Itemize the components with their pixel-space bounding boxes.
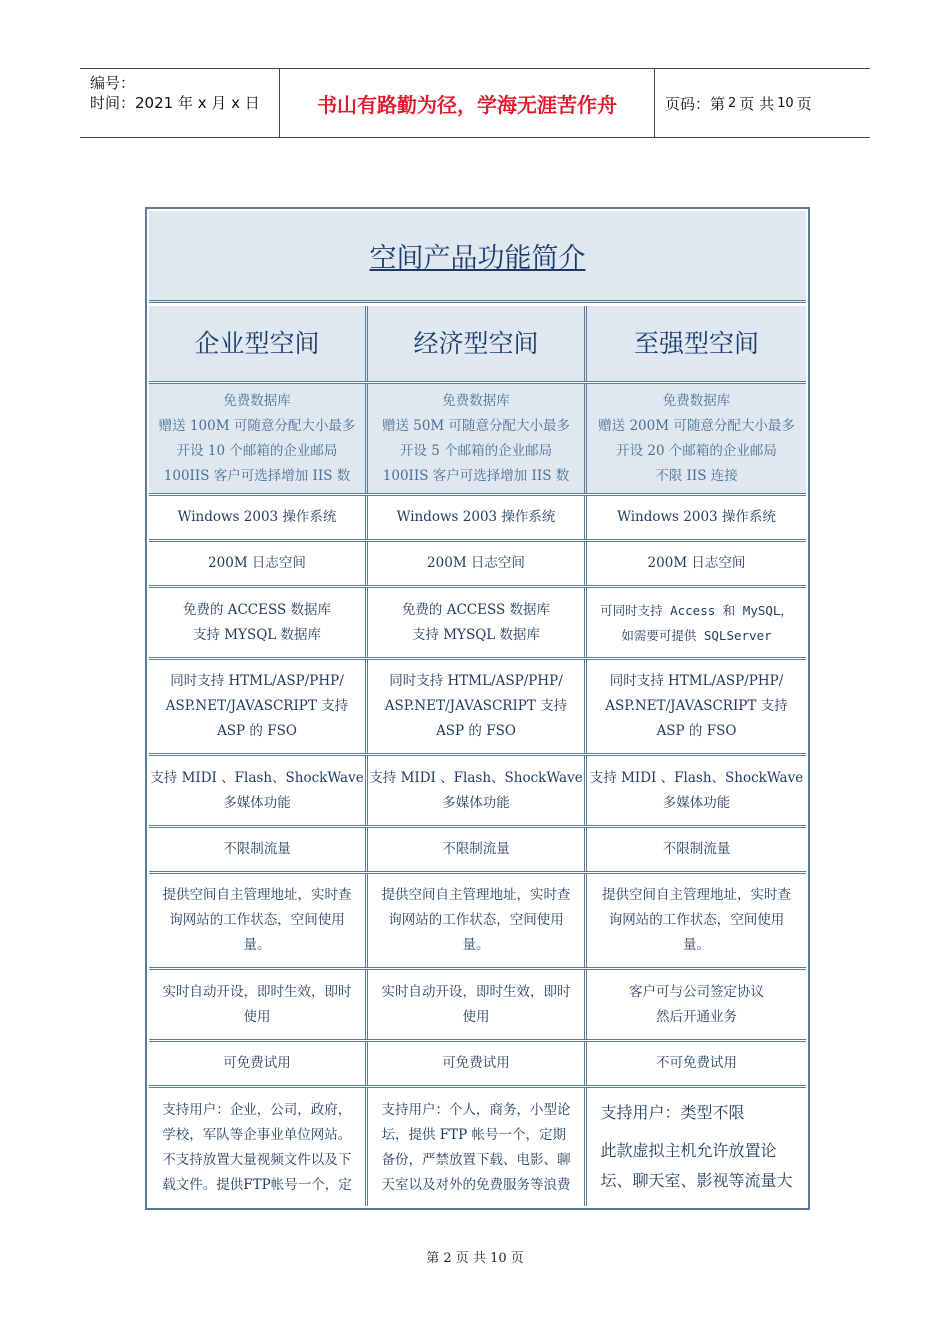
cell-line: 使用 <box>462 1008 490 1025</box>
cell-content <box>178 505 337 530</box>
table-cell <box>368 588 587 657</box>
cell-content <box>162 1098 351 1198</box>
footer-page-total: 10 <box>490 1251 507 1266</box>
cell-line: 不可免费试用 <box>656 1055 737 1071</box>
cell-line: 支持用户：企业，公司，政府， <box>162 1102 352 1118</box>
cell-line: 提供空间自主管理地址，实时查 <box>381 887 571 903</box>
table-cell <box>149 384 368 493</box>
table-cell <box>149 496 368 539</box>
cell-line: 可免费试用 <box>442 1055 510 1071</box>
cell-line: 免费的 ACCESS 数据库 <box>182 601 332 618</box>
table-cell <box>368 384 587 493</box>
table-cell <box>149 542 368 585</box>
cell-line: 坛，提供 FTP 帐号一个，定期 <box>381 1127 567 1143</box>
footer-suffix: 页 <box>510 1251 524 1266</box>
table-cell <box>368 496 587 539</box>
cell-line: 实时自动开设，即时生效，即时 <box>381 983 571 1000</box>
cell-line: 同时支持 HTML/ASP/PHP/ <box>170 673 344 689</box>
cell-line: 询网站的工作状态，空间使用 <box>388 912 564 928</box>
product-table <box>145 207 810 1210</box>
table-cell <box>368 828 587 871</box>
table-cell <box>587 1042 806 1085</box>
cell-line: 赠送 200M 可随意分配大小最多 <box>598 417 795 434</box>
table-cell <box>149 1042 368 1085</box>
page-mid: 页 共 <box>739 94 775 113</box>
page-number: 2 <box>728 95 737 111</box>
cell-content <box>382 883 571 958</box>
table-cell <box>149 660 368 753</box>
table-cell <box>368 756 587 825</box>
cell-line: 免费数据库 <box>223 392 291 409</box>
cell-content <box>166 669 348 744</box>
table-cell <box>149 588 368 657</box>
table-row <box>149 756 806 828</box>
cell-line: 可同时支持 Access 和 MySQL， <box>600 602 793 618</box>
cell-line: 200M 日志空间 <box>208 555 306 571</box>
table-row <box>149 542 806 588</box>
footer-page-number: 2 <box>443 1251 452 1266</box>
cell-line: 不支持放置大量视频文件以及下 <box>162 1152 352 1168</box>
doc-code-label: 编号： <box>90 74 136 92</box>
cell-content <box>159 389 356 489</box>
table-row <box>149 970 806 1042</box>
cell-line: 量。 <box>683 937 710 953</box>
cell-line: Windows 2003 操作系统 <box>177 509 337 525</box>
table-cell <box>368 1042 587 1085</box>
table-cell <box>368 660 587 753</box>
cell-content <box>382 1098 571 1198</box>
cell-line: 开设 20 个邮箱的企业邮局 <box>616 442 777 459</box>
cell-line: 100IIS 客户可选择增加 IIS 数 <box>382 467 570 484</box>
table-row <box>149 1042 806 1088</box>
cell-line: 可免费试用 <box>223 1055 291 1071</box>
cell-line: 开设 10 个邮箱的企业邮局 <box>176 442 338 459</box>
cell-line: 多媒体功能 <box>662 794 731 811</box>
cell-line: ASP 的 FSO <box>436 723 516 739</box>
page-total: 10 <box>777 95 794 111</box>
table-cell <box>149 874 368 967</box>
cell-content <box>223 837 291 862</box>
cell-line: 多媒体功能 <box>442 794 510 811</box>
cell-content <box>600 598 793 648</box>
cell-line: 赠送 100M 可随意分配大小最多 <box>158 417 356 434</box>
table-cell <box>368 1088 587 1206</box>
cell-content <box>656 1051 737 1076</box>
table-cell <box>587 970 806 1039</box>
cell-line: 200M 日志空间 <box>427 555 525 571</box>
cell-line: 天室以及对外的免费服务等浪费 <box>381 1177 571 1193</box>
cell-line: 支持用户：类型不限 <box>600 1103 745 1122</box>
cell-line: 询网站的工作状态，空间使用 <box>608 912 785 928</box>
cell-line: Windows 2003 操作系统 <box>617 509 776 525</box>
cell-content <box>163 883 352 958</box>
cell-line: ASP.NET/JAVASCRIPT 支持 <box>165 698 349 714</box>
cell-content <box>427 551 525 576</box>
page-header <box>80 68 870 138</box>
cell-line: 不限制流量 <box>442 841 510 857</box>
cell-line: 然后开通业务 <box>656 1008 737 1025</box>
table-cell <box>368 874 587 967</box>
table-cell <box>587 496 806 539</box>
cell-line: 不限制流量 <box>662 841 731 857</box>
cell-line: 支持 MIDI 、Flash、ShockWave <box>150 769 364 786</box>
doc-date-label: 时间：2021 年 x 月 x 日 <box>90 94 260 112</box>
cell-line: ASP.NET/JAVASCRIPT 支持 <box>605 698 788 714</box>
cell-line: ASP.NET/JAVASCRIPT 支持 <box>384 698 568 714</box>
cell-content <box>385 669 567 744</box>
cell-content <box>163 980 352 1030</box>
cell-line: 载文件。提供FTP帐号一个，定 <box>162 1177 352 1193</box>
cell-line: 200M 日志空间 <box>647 555 746 571</box>
cell-line: 免费数据库 <box>442 392 510 409</box>
table-row <box>149 874 806 970</box>
cell-line: 此款虚拟主机允许放置论 <box>600 1141 777 1160</box>
table-cell <box>587 660 806 753</box>
cell-line: 量。 <box>462 937 490 953</box>
table-cell <box>587 542 806 585</box>
table-cell <box>587 756 806 825</box>
table-cell <box>149 970 368 1039</box>
footer-prefix: 第 <box>426 1251 440 1266</box>
table-header-row <box>149 306 806 384</box>
cell-line: 使用 <box>243 1008 271 1025</box>
table-cell <box>368 970 587 1039</box>
table-row <box>149 660 806 756</box>
cell-content <box>442 1051 510 1076</box>
header-page-info <box>655 69 870 137</box>
cell-line: 免费数据库 <box>662 392 731 409</box>
cell-content <box>223 1051 291 1076</box>
cell-line: 支持 MIDI 、Flash、ShockWave <box>589 769 804 786</box>
cell-content <box>382 980 571 1030</box>
cell-content <box>382 389 570 489</box>
cell-line: 如需要可提供 SQLServer <box>621 627 772 643</box>
footer-mid: 页 共 <box>455 1251 486 1266</box>
page-prefix: 页码：第 <box>665 94 726 113</box>
table-cell <box>587 874 806 967</box>
cell-content <box>663 837 731 862</box>
cell-line: 赠送 50M 可随意分配大小最多 <box>381 417 571 434</box>
cell-line: 量。 <box>243 937 271 953</box>
cell-line: 询网站的工作状态，空间使用 <box>169 912 345 928</box>
table-cell <box>149 756 368 825</box>
cell-content <box>150 766 363 816</box>
cell-line: 支持 MIDI 、Flash、ShockWave <box>369 769 583 786</box>
cell-content <box>648 551 746 576</box>
cell-content <box>617 505 776 530</box>
cell-line: 多媒体功能 <box>223 794 291 811</box>
cell-content <box>402 598 550 648</box>
table-cell <box>587 1088 806 1206</box>
cell-line: 实时自动开设，即时生效，即时 <box>162 983 352 1000</box>
table-cell <box>149 828 368 871</box>
cell-line: ASP 的 FSO <box>217 723 297 739</box>
page-footer <box>0 1247 950 1266</box>
column-header: 至强型空间 <box>587 306 806 381</box>
cell-line: 学校，军队等企事业单位网站。 <box>162 1127 352 1143</box>
cell-line: 客户可与公司签定协议 <box>629 983 764 1000</box>
cell-content <box>629 980 764 1030</box>
table-cell <box>587 588 806 657</box>
column-header: 企业型空间 <box>149 306 368 381</box>
table-row <box>149 588 806 660</box>
cell-content <box>442 837 510 862</box>
cell-line: 免费的 ACCESS 数据库 <box>401 601 551 618</box>
cell-line: 备份，严禁放置下载、电影、聊 <box>381 1152 571 1168</box>
cell-line: 同时支持 HTML/ASP/PHP/ <box>389 673 563 689</box>
cell-content <box>590 766 803 816</box>
table-cell <box>368 542 587 585</box>
table-row <box>149 384 806 496</box>
header-motto: 书山有路勤为径，学海无涯苦作舟 <box>280 69 655 137</box>
cell-line: Windows 2003 操作系统 <box>396 509 556 525</box>
column-header: 经济型空间 <box>368 306 587 381</box>
cell-content <box>605 669 787 744</box>
cell-line: 提供空间自主管理地址，实时查 <box>602 887 791 903</box>
table-cell <box>149 1088 368 1206</box>
header-meta <box>80 69 280 137</box>
table-title-row <box>149 211 806 303</box>
cell-line: 不限制流量 <box>223 841 291 857</box>
table-row <box>149 828 806 874</box>
cell-content <box>598 389 795 489</box>
cell-content <box>369 766 582 816</box>
cell-line: ASP 的 FSO <box>656 723 737 739</box>
cell-line: 不限 IIS 连接 <box>655 467 738 484</box>
cell-line: 支持 MYSQL 数据库 <box>411 626 541 643</box>
cell-line: 坛、聊天室、影视等流量大 <box>600 1171 793 1190</box>
cell-content <box>183 598 331 648</box>
cell-line: 支持用户：个人，商务，小型论 <box>381 1102 571 1118</box>
table-row <box>149 1088 806 1206</box>
cell-content <box>208 551 306 576</box>
cell-content <box>602 883 791 958</box>
table-cell <box>587 828 806 871</box>
cell-content <box>600 1098 792 1196</box>
table-title: 空间产品功能简介 <box>369 243 586 274</box>
table-row <box>149 496 806 542</box>
cell-line: 开设 5 个邮箱的企业邮局 <box>399 442 553 459</box>
cell-line: 100IIS 客户可选择增加 IIS 数 <box>163 467 351 484</box>
page-suffix: 页 <box>796 94 812 113</box>
table-cell <box>587 384 806 493</box>
cell-line: 同时支持 HTML/ASP/PHP/ <box>609 673 784 689</box>
cell-line: 提供空间自主管理地址，实时查 <box>162 887 352 903</box>
cell-content <box>397 505 556 530</box>
cell-line: 支持 MYSQL 数据库 <box>192 626 322 643</box>
